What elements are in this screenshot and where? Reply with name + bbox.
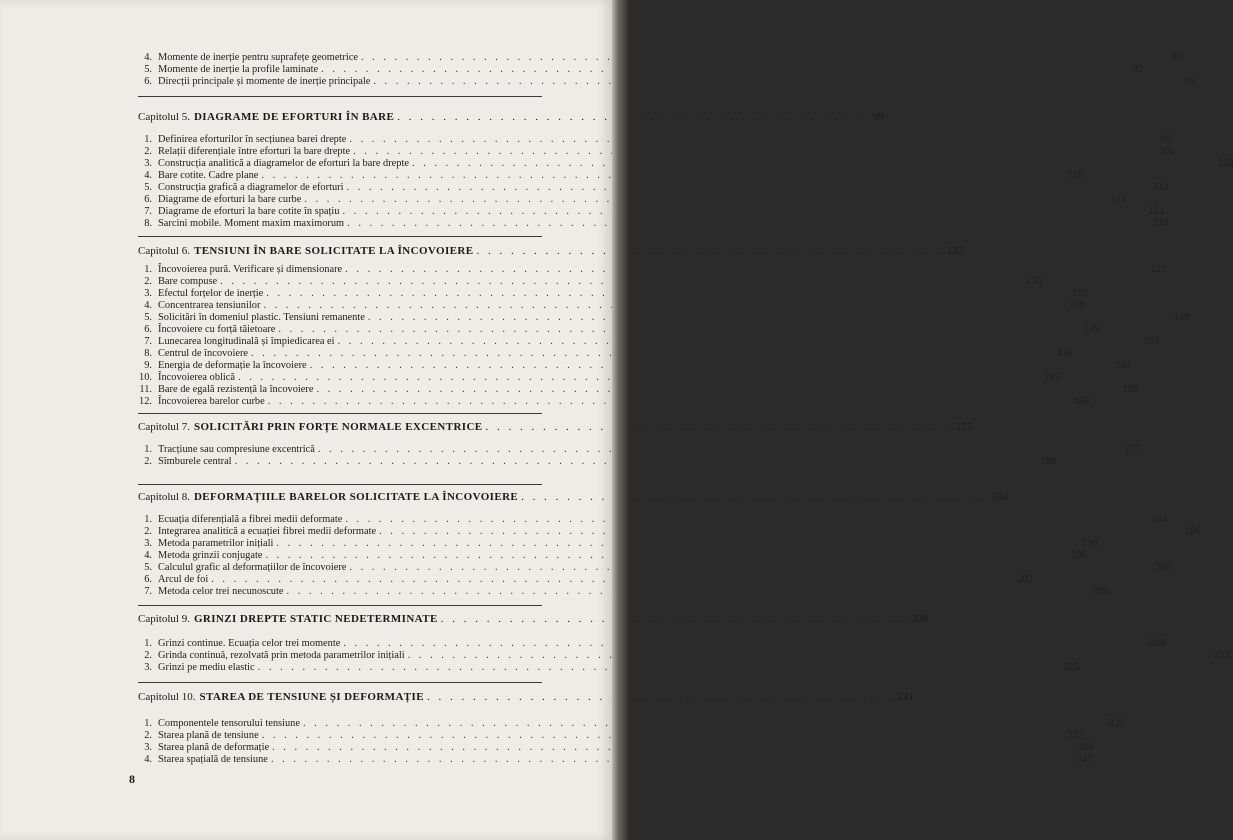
item-number: 6. (144, 324, 152, 335)
chapter-page: 99 (872, 111, 884, 123)
chapter-title: DEFORMAȚIILE BARELOR SOLICITATE LA ÎNCOVOIERE (193, 491, 519, 503)
leader-dots (232, 456, 1038, 468)
leader-dots (255, 662, 1061, 674)
leader-dots (300, 718, 1106, 730)
leader-dots (358, 52, 1164, 64)
leader-dots (405, 650, 1211, 662)
leader-dots (315, 444, 1121, 456)
toc-item (138, 526, 1201, 538)
item-page: 119 (1152, 182, 1168, 193)
item-title: Încovoiere cu forță tăietoare (158, 324, 276, 335)
leader-dots (269, 742, 1075, 754)
item-number: 10. (139, 372, 152, 383)
item-number: 4. (144, 550, 152, 561)
item-page: 190 (1082, 538, 1098, 549)
leader-dots (301, 194, 1107, 206)
leader-dots (273, 538, 1079, 550)
item-page: 95 (1184, 76, 1195, 87)
chapter-heading-7 (138, 420, 973, 434)
item-number: 5. (144, 312, 152, 323)
toc-item (138, 514, 1167, 526)
leader-dots (344, 182, 1150, 194)
chapter-label: Capitolul 8. (138, 491, 190, 503)
item-number: 4. (144, 754, 152, 765)
item-title: Grinzi pe mediu elastic (158, 662, 255, 673)
item-number: 2. (144, 650, 152, 661)
chapter-page: 184 (991, 491, 1008, 503)
item-number: 6. (144, 194, 152, 205)
item-number: 1. (144, 264, 152, 275)
item-title: Starea plană de deformație (158, 742, 270, 753)
item-number: 3. (144, 538, 152, 549)
chapter-label: Capitolul 10. (138, 691, 196, 703)
section-rule (138, 413, 542, 414)
leader-dots (346, 562, 1152, 574)
item-title: Efectul forțelor de inerție (158, 288, 264, 299)
leader-dots (284, 586, 1090, 598)
item-number: 3. (144, 662, 152, 673)
toc-item (138, 574, 1033, 586)
leader-dots (307, 360, 1113, 372)
leader-dots (318, 64, 1124, 76)
item-title: Diagrame de eforturi la bare curbe (158, 194, 302, 205)
item-title: Grinzi continue. Ecuația celor trei momente (158, 638, 341, 649)
item-number: 9. (144, 360, 152, 371)
toc-item (138, 206, 1164, 218)
item-number: 11. (139, 384, 152, 395)
item-number: 2. (144, 456, 152, 467)
item-page: 231 (1108, 718, 1125, 729)
item-page: 159 (1056, 348, 1073, 359)
chapter-heading-6 (138, 244, 964, 258)
toc-item (138, 638, 1165, 650)
item-page: 137 (1072, 288, 1088, 299)
item-page: 165 (1043, 372, 1060, 383)
item-title: Bare de egală rezistență la încovoiere (158, 384, 314, 395)
toc-item (138, 170, 1083, 182)
item-page: 186 (1184, 526, 1201, 537)
section-rule (138, 96, 542, 97)
item-page: 168 (1073, 396, 1090, 407)
item-title: Calculul grafic al deformațiilor de încovoiere (158, 562, 347, 573)
leader-dots (350, 146, 1156, 158)
toc-item (138, 384, 1138, 396)
toc-item (138, 312, 1190, 324)
leader-dots (518, 490, 990, 504)
leader-dots (344, 218, 1150, 230)
chapter-label: Capitolul 6. (138, 245, 190, 257)
item-page: 208 (1149, 638, 1165, 649)
toc-item (138, 372, 1060, 384)
leader-dots (376, 526, 1182, 538)
item-page: 196 (1071, 550, 1087, 561)
item-page: 127 (1151, 264, 1167, 275)
chapter-label: Capitolul 5. (138, 111, 190, 123)
toc-item (138, 718, 1125, 730)
chapter-page: 208 (910, 613, 928, 625)
leader-dots (370, 76, 1176, 88)
toc-item (138, 444, 1140, 456)
leader-dots (424, 690, 896, 704)
item-number: 1. (144, 718, 152, 729)
item-number: 1. (144, 638, 152, 649)
item-title: Diagrame de eforturi la bare cotite în spațiu (158, 206, 340, 217)
toc-item (138, 134, 1171, 146)
leader-dots (262, 550, 1068, 562)
item-page: 124 (1153, 218, 1169, 229)
item-page: 124 (1148, 206, 1164, 217)
toc-item (138, 396, 1090, 408)
chapter-title: TENSIUNI ÎN BARE SOLICITATE LA ÎNCOVOIERE (193, 245, 474, 257)
toc-item (138, 194, 1126, 206)
toc-item (138, 650, 1230, 662)
item-page: 101 (1159, 146, 1175, 157)
item-title: Grinda continuă, rezolvată prin metoda parametrilor inițiali (158, 650, 405, 661)
item-page: 149 (1084, 324, 1100, 335)
toc-item (138, 538, 1098, 550)
item-title: Componentele tensorului tensiune (158, 718, 300, 729)
leader-dots (263, 288, 1069, 300)
item-title: Momente de inerție la profile laminate (158, 64, 319, 75)
item-page: 177 (1123, 444, 1140, 455)
leader-dots (235, 372, 1041, 384)
item-number: 12. (139, 396, 152, 407)
toc-item (138, 336, 1160, 348)
leader-dots (260, 300, 1066, 312)
item-number: 7. (144, 336, 152, 347)
leader-dots (483, 420, 955, 434)
item-title: Încovoierea pură. Verificare și dimensionare (158, 264, 343, 275)
item-number: 2. (144, 276, 152, 287)
leader-dots (340, 638, 1146, 650)
item-page: 166 (1122, 384, 1138, 395)
leader-dots (346, 134, 1152, 146)
leader-dots (339, 206, 1145, 218)
item-title: Sîmburele central (158, 456, 232, 467)
chapter-label: Capitolul 7. (138, 421, 190, 433)
item-title: Încovoierea oblică (158, 372, 236, 383)
item-page: 225 (1063, 662, 1080, 673)
item-number: 3. (144, 158, 152, 169)
item-title: Încovoierea barelor curbe (158, 396, 265, 407)
leader-dots (342, 264, 1148, 276)
toc-item (138, 754, 1093, 766)
toc-item (138, 264, 1167, 276)
book-spine-shadow (612, 0, 630, 840)
item-number: 4. (144, 52, 152, 63)
item-page: 241 (1076, 754, 1093, 765)
item-title: Starea spațială de tensiune (158, 754, 268, 765)
item-number: 5. (144, 64, 152, 75)
toc-item (138, 52, 1183, 64)
leader-dots (258, 170, 1064, 182)
item-number: 2. (144, 146, 152, 157)
item-title: Tracțiune sau compresiune excentrică (158, 444, 315, 455)
item-number: 8. (144, 348, 152, 359)
toc-item (138, 76, 1195, 88)
item-number: 2. (144, 730, 152, 741)
item-title: Ecuația diferențială a fibrei medii deformate (158, 514, 343, 525)
leader-dots (265, 396, 1071, 408)
item-number: 6. (144, 574, 152, 585)
leader-dots (409, 158, 1215, 170)
section-rule (138, 484, 542, 485)
item-title: Centrul de încovoiere (158, 348, 249, 359)
item-number: 1. (144, 444, 152, 455)
toc-item (138, 276, 1042, 288)
item-number: 7. (144, 206, 152, 217)
chapter-title: GRINZI DREPTE STATIC NEDETERMINATE (193, 613, 438, 625)
item-number: 3. (144, 742, 152, 753)
toc-item (138, 662, 1080, 674)
item-page: 136 (1026, 276, 1042, 287)
leader-dots (342, 514, 1148, 526)
item-page: 180 (1040, 456, 1057, 467)
toc-item (138, 146, 1175, 158)
item-title: Construcția grafică a diagramelor de eforturi (158, 182, 344, 193)
leader-dots (248, 348, 1054, 360)
leader-dots (259, 730, 1065, 742)
item-number: 3. (144, 288, 152, 299)
item-number: 1. (144, 134, 152, 145)
section-rule (138, 236, 542, 237)
leader-dots (365, 312, 1171, 324)
leader-dots (275, 324, 1081, 336)
page-number: 8 (129, 772, 135, 786)
toc-item (138, 158, 1233, 170)
item-title: Momente de inerție pentru suprafețe geometrice (158, 52, 358, 63)
leader-dots (474, 244, 946, 258)
item-page: 103 (1217, 158, 1233, 169)
item-page: 202 (1017, 574, 1033, 585)
leader-dots (268, 754, 1074, 766)
chapter-heading-10 (138, 690, 914, 704)
item-title: Bare compuse (158, 276, 218, 287)
item-page: 222 (1213, 650, 1230, 661)
leader-dots (335, 336, 1141, 348)
item-page: 99 (1160, 134, 1171, 145)
item-title: Solicitări în domeniul plastic. Tensiuni remanente (158, 312, 365, 323)
toc-item (138, 456, 1057, 468)
item-title: Metoda grinzii conjugate (158, 550, 263, 561)
chapter-heading-8 (138, 490, 1008, 504)
toc-item (138, 300, 1085, 312)
item-number: 7. (144, 586, 152, 597)
toc-item (138, 218, 1169, 230)
item-page: 121 (1110, 194, 1126, 205)
item-title: Metoda celor trei necunoscute (158, 586, 284, 597)
item-page: 116 (1067, 170, 1083, 181)
toc-item (138, 360, 1132, 372)
toc-item (138, 586, 1108, 598)
item-page: 204 (1092, 586, 1108, 597)
item-number: 4. (144, 170, 152, 181)
toc-item (138, 730, 1084, 742)
toc-item (138, 348, 1073, 360)
item-title: Lunecarea longitudinală și împiedicarea ei (158, 336, 335, 347)
item-page: 164 (1115, 360, 1132, 371)
toc-item (138, 324, 1100, 336)
item-number: 2. (144, 526, 152, 537)
item-title: Arcul de foi (158, 574, 209, 585)
toc-item (138, 562, 1171, 574)
chapter-title: STAREA DE TENSIUNE ȘI DEFORMAȚIE (199, 691, 424, 703)
toc-item (138, 742, 1094, 754)
toc-item (138, 550, 1087, 562)
item-number: 4. (144, 300, 152, 311)
item-title: Concentrarea tensiunilor (158, 300, 261, 311)
item-number: 6. (144, 76, 152, 87)
section-rule (138, 605, 542, 606)
chapter-page: 127 (946, 245, 964, 257)
item-page: 232 (1067, 730, 1084, 741)
chapter-title: DIAGRAME DE EFORTURI ÎN BARE (193, 111, 395, 123)
item-page: 153 (1143, 336, 1160, 347)
item-number: 8. (144, 218, 152, 229)
item-number: 5. (144, 562, 152, 573)
item-number: 5. (144, 182, 152, 193)
item-title: Starea plană de tensiune (158, 730, 259, 741)
chapter-title: SOLICITĂRI PRIN FORȚE NORMALE EXCENTRICE (193, 421, 483, 433)
chapter-page: 177 (955, 421, 973, 433)
chapter-heading-5 (138, 110, 884, 124)
toc-item (138, 288, 1088, 300)
leader-dots (394, 110, 866, 124)
chapter-label: Capitolul 9. (138, 613, 190, 625)
leader-dots (313, 384, 1119, 396)
item-title: Relații diferențiale între eforturi la bare drepte (158, 146, 351, 157)
toc-item (138, 182, 1168, 194)
item-title: Energia de deformație la încovoiere (158, 360, 307, 371)
item-page: 89 (1172, 52, 1183, 63)
item-page: 140 (1173, 312, 1190, 323)
item-title: Bare cotite. Cadre plane (158, 170, 259, 181)
item-page: 240 (1077, 742, 1094, 753)
item-number: 1. (144, 514, 152, 525)
section-rule (138, 682, 542, 683)
item-page: 92 (1132, 64, 1143, 75)
item-page: 200 (1155, 562, 1171, 573)
leader-dots (438, 612, 910, 626)
item-page: 139 (1069, 300, 1085, 311)
item-title: Metoda parametrilor inițiali (158, 538, 274, 549)
item-title: Definirea eforturilor în secțiunea barei drepte (158, 134, 347, 145)
item-page: 184 (1151, 514, 1167, 525)
chapter-page: 231 (897, 691, 914, 703)
item-title: Integrarea analitică a ecuației fibrei medii deformate (158, 526, 377, 537)
item-title: Construcția analitică a diagramelor de eforturi la bare drepte (158, 158, 409, 169)
item-title: Sarcini mobile. Moment maxim maximorum (158, 218, 345, 229)
chapter-heading-9 (138, 612, 928, 626)
toc-item (138, 64, 1143, 76)
item-title: Direcții principale și momente de inerție principale (158, 76, 371, 87)
